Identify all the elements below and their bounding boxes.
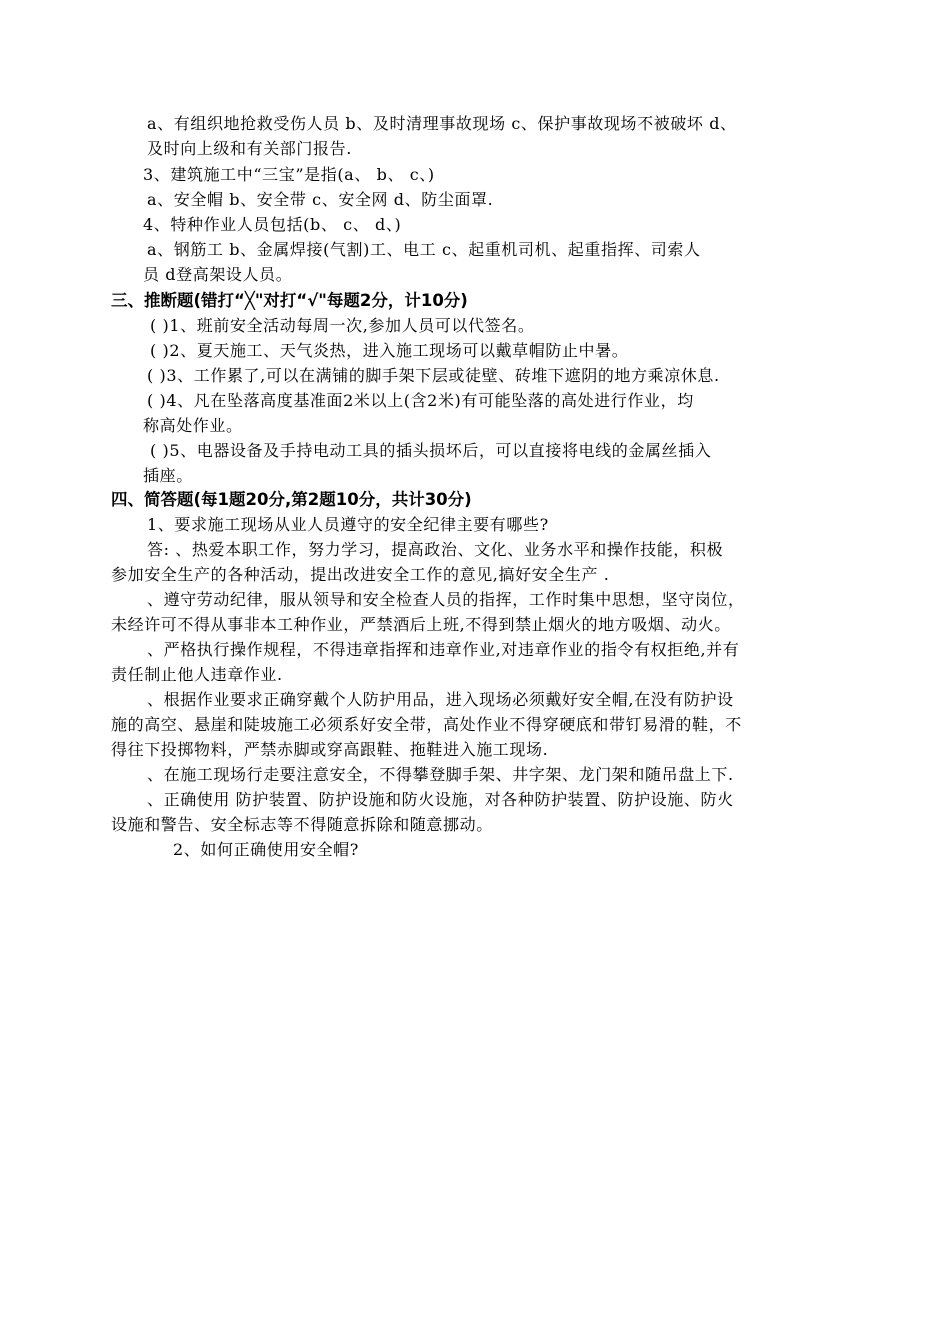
answer-line-12: 设施和警告、安全标志等不得随意拆除和随意挪动。 [111, 815, 493, 834]
answer-line-7: 、根据作业要求正确穿戴个人防护用品，进入现场必须戴好安全帽,在没有防护设 [147, 690, 734, 709]
q3-options: a、安全帽 b、安全带 c、安全网 d、防尘面罩. [147, 190, 494, 209]
section3-heading: 三、推断题(错打“╳"对打“√"每题2分，计10分) [111, 291, 468, 310]
answer-line-10: 、在施工现场行走要注意安全，不得攀登脚手架、井字架、龙门架和随吊盘上下. [147, 765, 734, 784]
section3-item-4: ( )4、凡在坠落高度基准面2米以上(含2米)有可能坠落的高处进行作业，均 [147, 391, 694, 410]
q4-question: 4、特种作业人员包括(b、 c、 d、) [143, 215, 402, 234]
q2-options-line2: 及时向上级和有关部门报告. [147, 139, 352, 158]
section4-heading: 四、简答题(每1题20分,第2题10分，共计30分) [111, 490, 472, 509]
section4-q1: 1、要求施工现场从业人员遵守的安全纪律主要有哪些? [147, 515, 549, 534]
answer-line-9: 得往下投掷物料，严禁赤脚或穿高跟鞋、拖鞋进入施工现场. [111, 740, 549, 759]
answer-line-11: 、正确使用 防护装置、防护设施和防火设施，对各种防护装置、防护设施、防火 [147, 790, 734, 809]
answer-line-2: 参加安全生产的各种活动，提出改进安全工作的意见,搞好安全生产 . [111, 565, 610, 584]
q4-options-line1: a、钢筋工 b、金属焊接(气割)工、电工 c、起重机司机、起重指挥、司索人 [147, 240, 701, 259]
section4-q2: 2、如何正确使用安全帽? [173, 840, 359, 859]
answer-line-3: 、遵守劳动纪律，服从领导和安全检查人员的指挥，工作时集中思想，坚守岗位， [147, 590, 745, 609]
answer-line-6: 责任制止他人违章作业. [111, 665, 283, 684]
section3-item-2: ( )2、夏天施工、天气炎热，进入施工现场可以戴草帽防止中暑。 [150, 341, 629, 360]
section3-item-4-cont: 称高处作业。 [143, 416, 243, 435]
q2-options-line1: a、有组织地抢救受伤人员 b、及时清理事故现场 c、保护事故现场不被破坏 d、 [147, 114, 737, 133]
answer-line-4: 未经许可不得从事非本工种作业，严禁酒后上班,不得到禁止烟火的地方吸烟、动火。 [111, 615, 731, 634]
answer-line-5: 、严格执行操作规程，不得违章指挥和违章作业,对违章作业的指令有权拒绝,并有 [147, 640, 740, 659]
q4-options-line2: 员 d登高架设人员。 [143, 265, 293, 284]
q3-question: 3、建筑施工中“三宝”是指(a、 b、 c、) [143, 165, 435, 184]
section3-item-5-cont: 插座。 [143, 466, 193, 485]
section3-item-3: ( )3、工作累了,可以在满铺的脚手架下层或徒壁、砖堆下遮阴的地方乘凉休息. [147, 366, 720, 385]
section3-item-5: ( )5、电器设备及手持电动工具的插头损坏后，可以直接将电线的金属丝插入 [150, 441, 712, 460]
section3-item-1: ( )1、班前安全活动每周一次,参加人员可以代签名。 [150, 316, 535, 335]
answer-line-8: 施的高空、悬崖和陡坡施工必须系好安全带，高处作业不得穿硬底和带钉易滑的鞋，不 [111, 715, 742, 734]
answer-line-1: 答: 、热爱本职工作，努力学习，提高政治、文化、业务水平和操作技能，积极 [147, 540, 724, 559]
